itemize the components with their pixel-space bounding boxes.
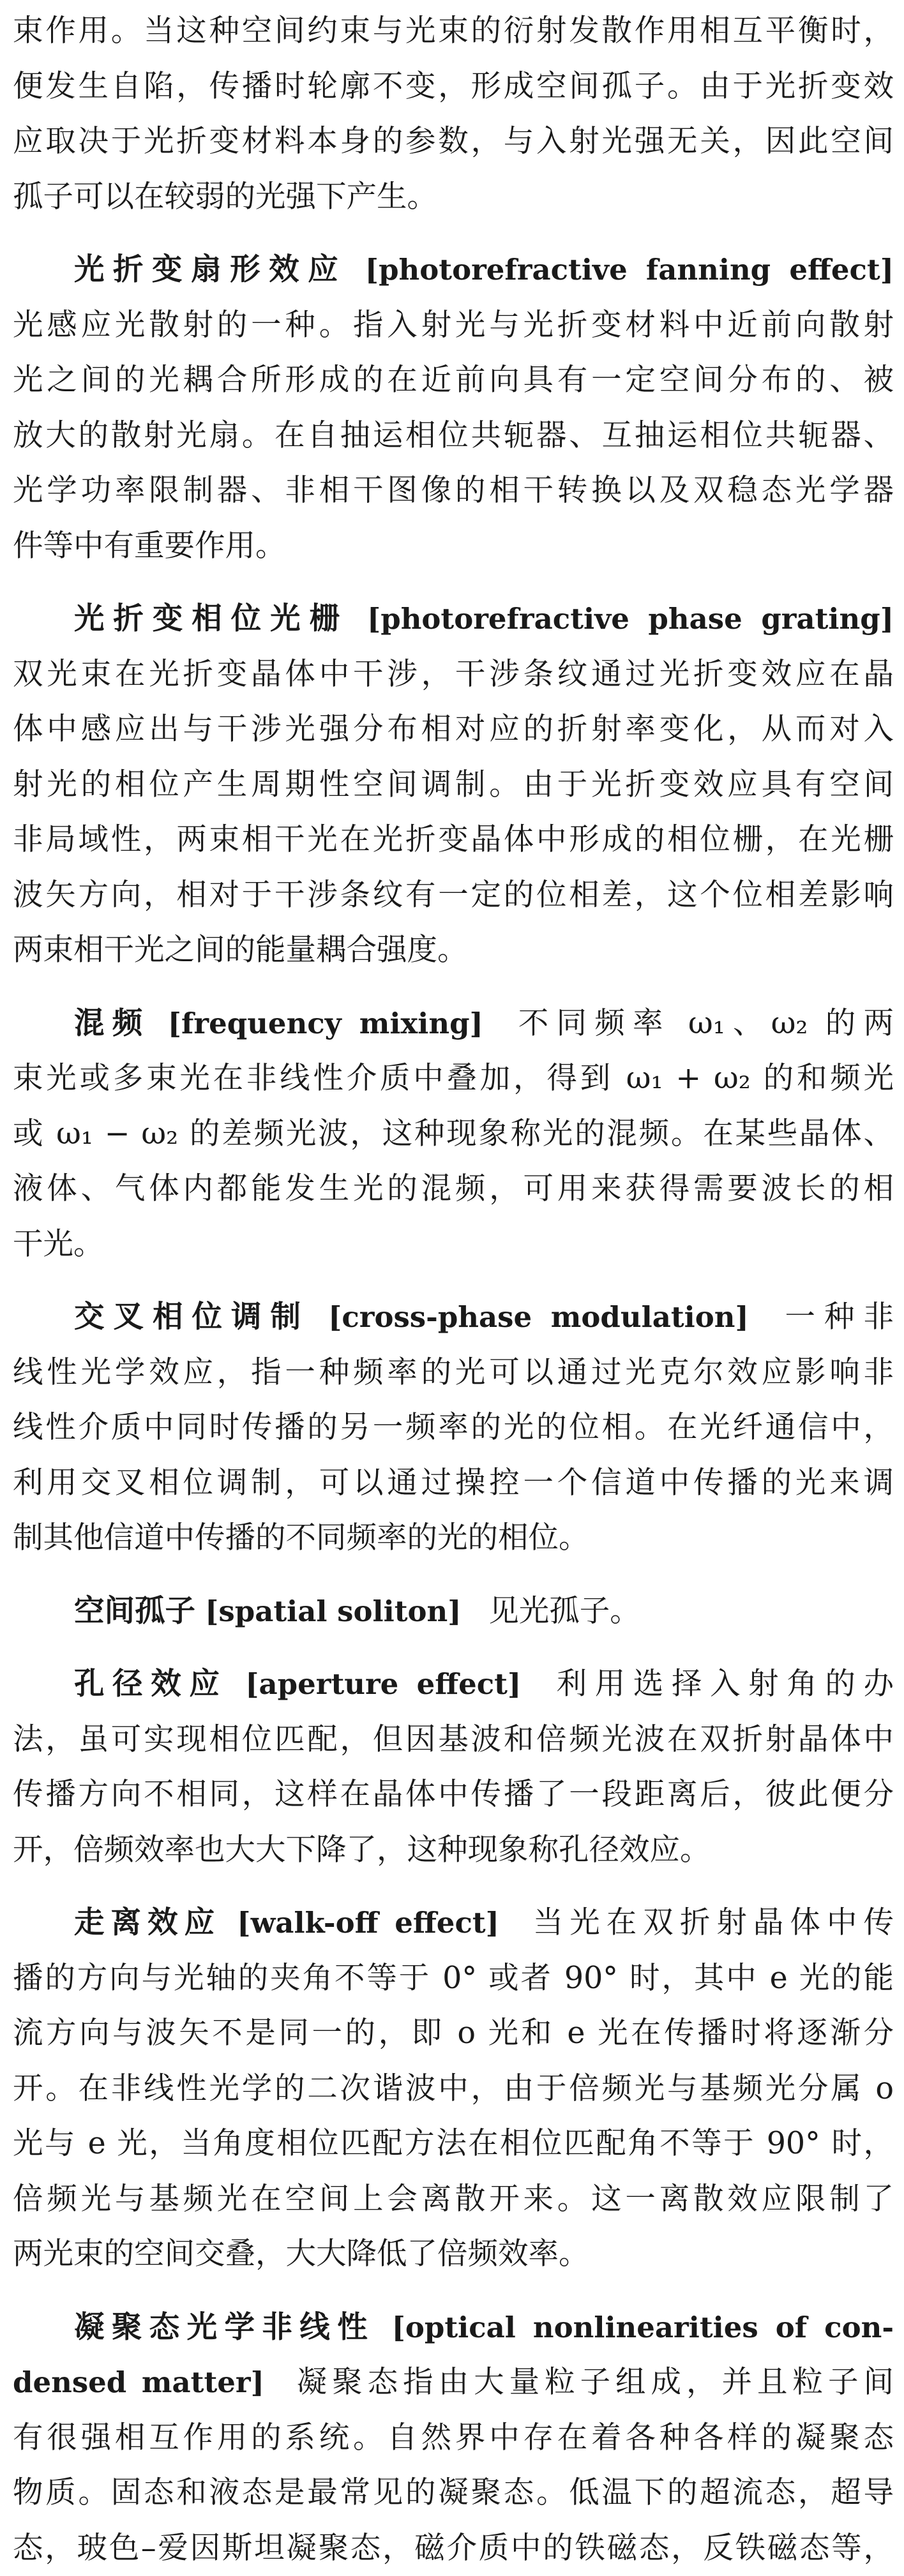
- entry-term: 凝聚态光学非线性: [74, 2310, 375, 2345]
- entry-term: 混频: [74, 1006, 150, 1041]
- entry-headline: [13, 2300, 894, 2356]
- text-line: 波矢方向，相对于干涉条纹有一定的位相差，这个位相差影响: [13, 868, 894, 924]
- text-line: 播的方向与光轴的夹角不等于 0° 或者 90° 时，其中 e 光的能: [13, 1951, 894, 2007]
- entry-term: 交叉相位调制: [74, 1299, 310, 1335]
- text-line: 束作用。当这种空间约束与光束的衍射发散作用相互平衡时，: [13, 4, 894, 59]
- entry-photorefractive-phase-grating: [13, 592, 894, 978]
- entry-cross-phase-modulation: [13, 1290, 894, 1566]
- entry-first-tail: 当光在双折射晶体中传: [527, 1905, 894, 1940]
- text-line: 应取决于光折变材料本身的参数，与入射光强无关，因此空间: [13, 114, 894, 170]
- text-line: 双光束在光折变晶体中干涉，干涉条纹通过光折变效应在晶: [13, 647, 894, 703]
- text-line: 或 ω₁ − ω₂ 的差频光波，这种现象称光的混频。在某些晶体、: [13, 1107, 894, 1162]
- entry-first-tail: 不同频率 ω₁、ω₂ 的两: [511, 1006, 894, 1041]
- entry-term-en: [spatial soliton]: [205, 1594, 461, 1628]
- entry-term-en-continued: densed matter]: [13, 2365, 264, 2399]
- entry-term-en: [aperture effect]: [245, 1667, 521, 1701]
- text-line: 传播方向不相同，这样在晶体中传播了一段距离后，彼此便分: [13, 1767, 894, 1823]
- entry-term-en: [cross-phase modulation]: [328, 1300, 749, 1334]
- entry-aperture-effect: [13, 1657, 894, 1878]
- entry-headline: [13, 996, 894, 1052]
- entry-spatial-soliton: [13, 1584, 894, 1640]
- text-line: 态，玻色–爱因斯坦凝聚态，磁介质中的铁磁态，反铁磁态等，: [13, 2521, 894, 2576]
- text-line: 射光的相位产生周期性空间调制。由于光折变效应具有空间: [13, 758, 894, 813]
- text-line: 干光。: [13, 1217, 894, 1273]
- text-line: 光之间的光耦合所形成的在近前向具有一定空间分布的、被: [13, 353, 894, 408]
- entry-walk-off-effect: [13, 1896, 894, 2282]
- entry-term-en: [photorefractive phase grating]: [367, 602, 894, 636]
- entry-first-tail: 见光孤子。: [488, 1594, 640, 1629]
- entry-term-en: [frequency mixing]: [168, 1007, 483, 1040]
- text-line: 束光或多束光在非线性介质中叠加，得到 ω₁ + ω₂ 的和频光: [13, 1051, 894, 1107]
- text-line: 放大的散射光扇。在自抽运相位共轭器、互抽运相位共轭器、: [13, 408, 894, 464]
- text-line: 件等中有重要作用。: [13, 519, 894, 574]
- text-line: 两光束的空间交叠，大大降低了倍频效率。: [13, 2227, 894, 2282]
- entry-term: 空间孤子: [74, 1594, 195, 1629]
- entry-headline: [13, 592, 894, 647]
- text-line: 制其他信道中传播的不同频率的光的相位。: [13, 1511, 894, 1566]
- entry-first-tail: 一种非: [776, 1299, 894, 1335]
- entry-term: 光折变扇形效应: [74, 252, 347, 287]
- entry-term-en: [photorefractive fanning effect]: [365, 253, 894, 287]
- entry-second-tail: 凝聚态指由大量粒子组成，并且粒子间: [292, 2365, 894, 2400]
- text-line: 光与 e 光，当角度相位匹配方法在相位匹配角不等于 90° 时，: [13, 2116, 894, 2172]
- entry-term-en: [optical nonlinearities of con-: [392, 2310, 894, 2344]
- entry-headline: [13, 1584, 894, 1640]
- text-line: 开，倍频效率也大大下降了，这种现象称孔径效应。: [13, 1823, 894, 1878]
- entry-first-tail: 利用选择入射角的办: [548, 1666, 894, 1702]
- entry-photorefractive-fanning: [13, 243, 894, 574]
- entry-spatial-soliton-continued: [13, 4, 894, 225]
- text-line: 便发生自陷，传播时轮廓不变，形成空间孤子。由于光折变效: [13, 59, 894, 115]
- entry-term: 走离效应: [74, 1905, 221, 1940]
- text-line: 法，虽可实现相位匹配，但因基波和倍频光波在双折射晶体中: [13, 1712, 894, 1768]
- text-line: 流方向与波矢不是同一的，即 o 光和 e 光在传播时将逐渐分: [13, 2006, 894, 2062]
- text-line: 线性介质中同时传播的另一频率的光的位相。在光纤通信中，: [13, 1400, 894, 1456]
- text-line: 孤子可以在较弱的光强下产生。: [13, 170, 894, 225]
- entry-headline: [13, 1896, 894, 1951]
- entry-headline: [13, 1290, 894, 1345]
- text-line: 液体、气体内都能发生光的混频，可用来获得需要波长的相: [13, 1162, 894, 1217]
- text-line: 非局域性，两束相干光在光折变晶体中形成的相位栅，在光栅: [13, 812, 894, 868]
- text-line: 开。在非线性光学的二次谐波中，由于倍频光与基频光分属 o: [13, 2062, 894, 2117]
- text-line: 利用交叉相位调制，可以通过操控一个信道中传播的光来调: [13, 1456, 894, 1511]
- text-line: 线性光学效应，指一种频率的光可以通过光克尔效应影响非: [13, 1345, 894, 1401]
- entry-headline-continued: [13, 2355, 894, 2411]
- entry-headline: [13, 1657, 894, 1712]
- text-line: 光感应光散射的一种。指入射光与光折变材料中近前向散射: [13, 298, 894, 354]
- entry-term: 孔径效应: [74, 1666, 227, 1702]
- entry-term-en: [walk-off effect]: [237, 1906, 499, 1940]
- entry-frequency-mixing: [13, 996, 894, 1273]
- text-line: 物质。固态和液态是最常见的凝聚态。低温下的超流态，超导: [13, 2466, 894, 2521]
- entry-optical-nonlinearities-condensed-matter: [13, 2300, 894, 2576]
- entry-headline: [13, 243, 894, 298]
- entry-term: 光折变相位光栅: [74, 601, 349, 636]
- text-line: 倍频光与基频光在空间上会离散开来。这一离散效应限制了: [13, 2172, 894, 2228]
- text-line: 光学功率限制器、非相干图像的相干转换以及双稳态光学器: [13, 463, 894, 519]
- text-line: 有很强相互作用的系统。自然界中存在着各种各样的凝聚态: [13, 2411, 894, 2466]
- text-line: 体中感应出与干涉光强分布相对应的折射率变化，从而对入: [13, 702, 894, 758]
- text-line: 两束相干光之间的能量耦合强度。: [13, 923, 894, 978]
